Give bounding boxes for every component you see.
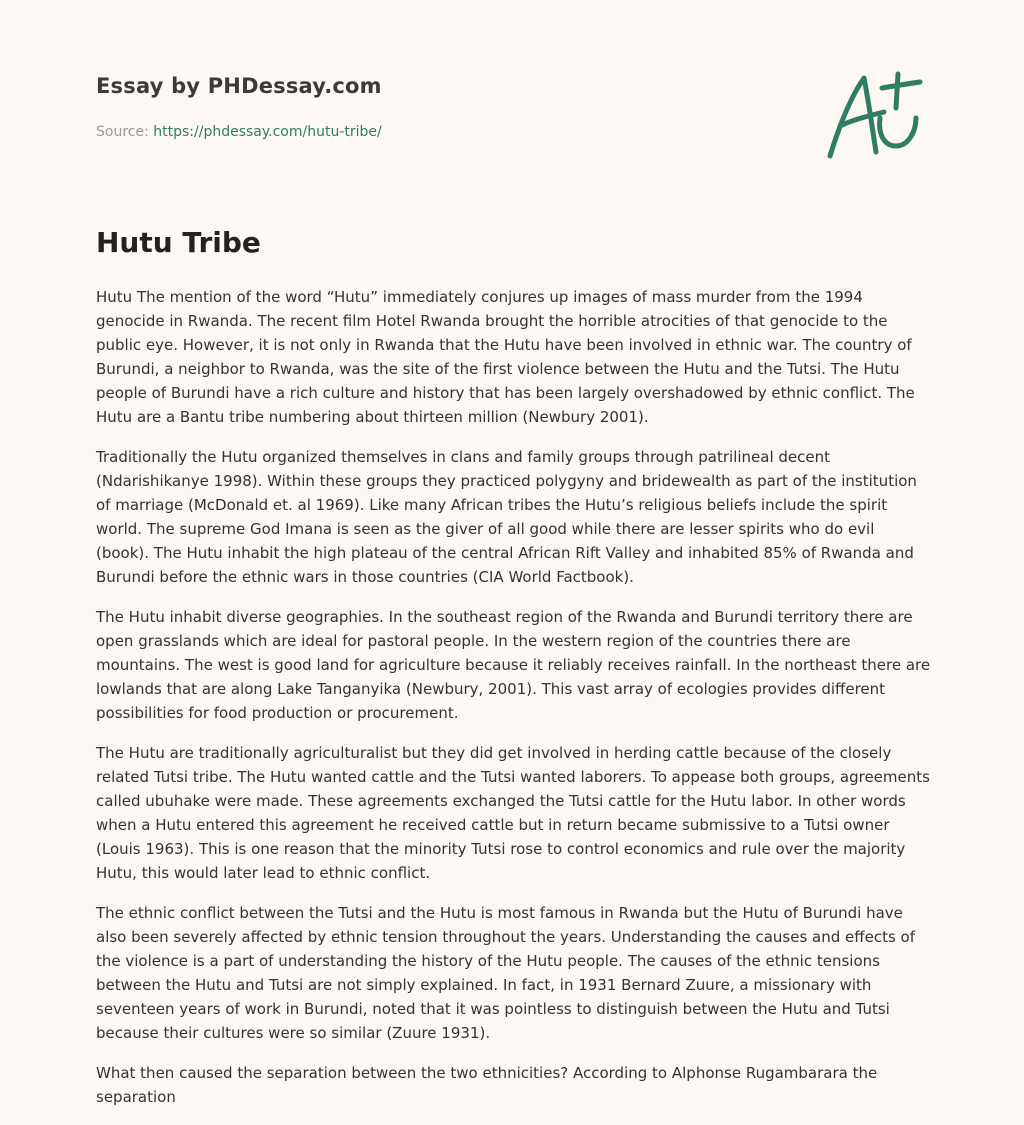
- source-line: [96, 124, 382, 140]
- essay-paragraph: The ethnic conflict between the Tutsi and the Hutu is most famous in Rwanda but the Hutu of Burundi have also been severely affected by ethnic tension throughout the years. Understanding the causes and effects of the violence is a part of understanding the history of the Hutu people. The causes of the ethnic tensions between the Hutu and Tutsi are not simply explained. In fact, in 1931 Bernard Zuure, a missionary with seventeen years of work in Burundi, noted that it was pointless to distinguish between the Hutu and Tutsi because their cultures were so similar (Zuure 1931).: [96, 904, 915, 1042]
- source-link[interactable]: https://phdessay.com/hutu-tribe/: [153, 124, 382, 140]
- page-header: [96, 74, 936, 174]
- a-plus-logo-icon: [824, 68, 934, 168]
- a-plus-logo-svg: [824, 68, 934, 168]
- source-label: Source:: [96, 124, 149, 140]
- essay-paragraph: The Hutu inhabit diverse geographies. In the southeast region of the Rwanda and Burundi territory there are open grasslands which are ideal for pastoral people. In the western region of the countries there are mountains. The west is good land for agriculture because it reliably receives rainfall. In the northeast there are lowlands that are along Lake Tanganyika (Newbury, 2001). This vast array of ecologies provides different possibilities for food production or procurement.: [96, 608, 931, 722]
- essay-body: [96, 285, 932, 1125]
- essay-paragraph: Hutu The mention of the word “Hutu” immediately conjures up images of mass murder from the 1994 genocide in Rwanda. The recent film Hotel Rwanda brought the horrible atrocities of that genocide to the public eye. However, it is not only in Rwanda that the Hutu have been involved in ethnic war. The country of Burundi, a neighbor to Rwanda, was the site of the first violence between the Hutu and the Tutsi. The Hutu people of Burundi have a rich culture and history that has been largely overshadowed by ethnic conflict. The Hutu are a Bantu tribe numbering about thirteen million (Newbury 2001).: [96, 288, 915, 426]
- essay-title: Hutu Tribe: [96, 226, 261, 259]
- essay-paragraph: Traditionally the Hutu organized themselves in clans and family groups through patrilineal decent (Ndarishikanye 1998). Within these groups they practiced polygyny and bridewealth as part of the institution of marriage (McDonald et. al 1969). Like many African tribes the Hutu’s religious beliefs include the spirit world. The supreme God Imana is seen as the giver of all good while there are lesser spirits who do evil (book). The Hutu inhabit the high plateau of the central African Rift Valley and inhabited 85% of Rwanda and Burundi before the ethnic wars in those countries (CIA World Factbook).: [96, 448, 917, 586]
- essay-paragraph: The Hutu are traditionally agriculturalist but they did get involved in herding cattle because of the closely related Tutsi tribe. The Hutu wanted cattle and the Tutsi wanted laborers. To appease both groups, agreements called ubuhake were made. These agreements exchanged the Tutsi cattle for the Hutu labor. In other words when a Hutu entered this agreement he received cattle but in return became submissive to a Tutsi owner (Louis 1963). This is one reason that the minority Tutsi rose to control economics and rule over the majority Hutu, this would later lead to ethnic conflict.: [96, 744, 930, 882]
- brand-title: Essay by PHDessay.com: [96, 74, 382, 98]
- essay-paragraph: What then caused the separation between the two ethnicities? According to Alphonse Rugambarara the separation: [96, 1064, 878, 1106]
